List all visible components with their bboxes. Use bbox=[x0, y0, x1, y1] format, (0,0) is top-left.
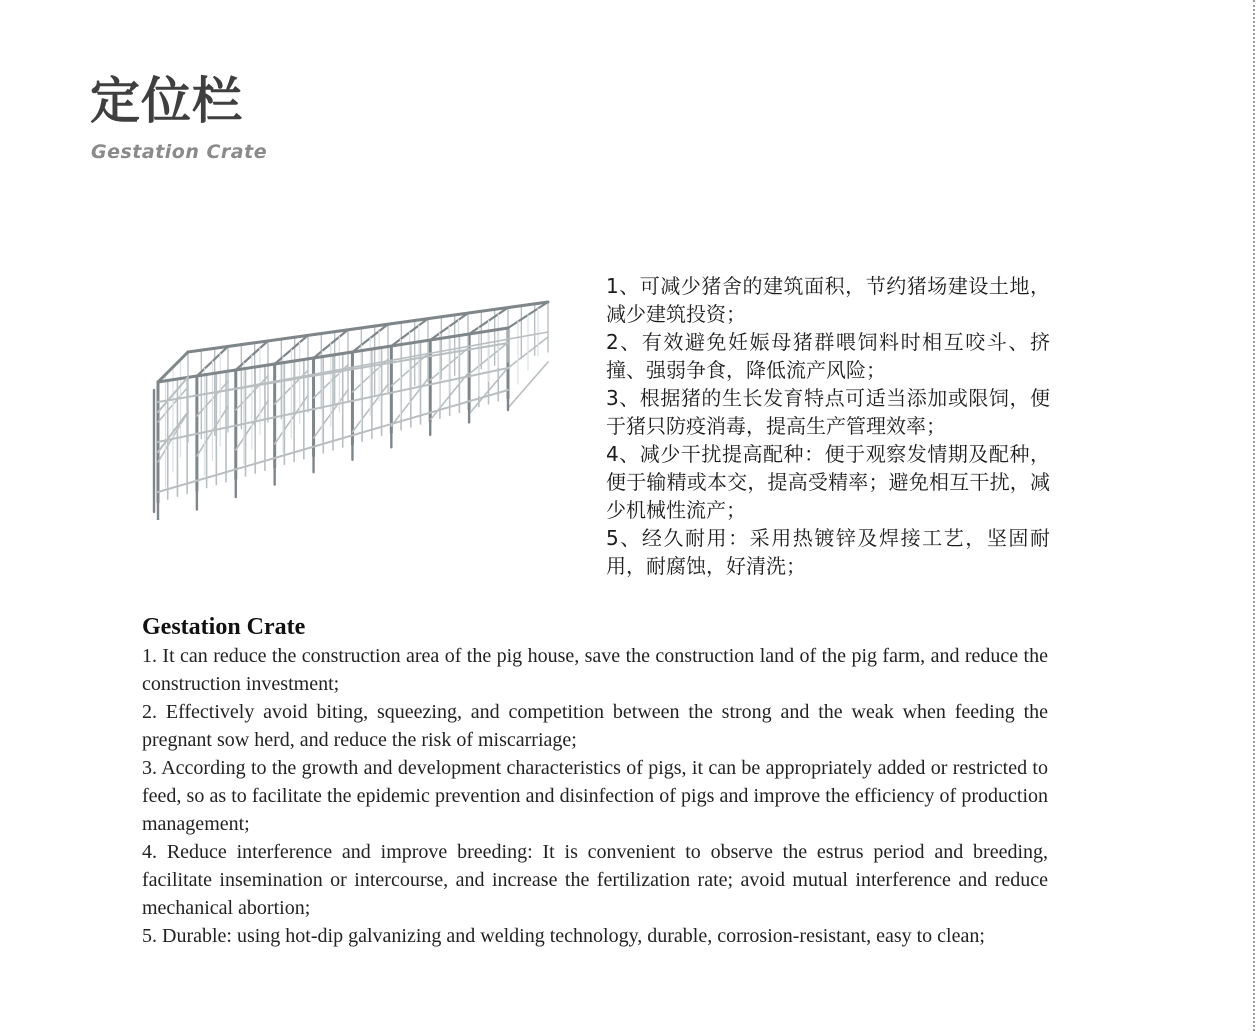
feature-item-cn: 3、根据猪的生长发育特点可适当添加或限饲，便于猪只防疫消毒，提高生产管理效率； bbox=[606, 386, 1050, 438]
feature-list-en bbox=[142, 642, 1048, 950]
page-subtitle: Gestation Crate bbox=[91, 141, 268, 163]
english-description bbox=[142, 612, 1048, 950]
crate-frame bbox=[154, 302, 548, 520]
feature-item-en: 5. Durable: using hot-dip galvanizing and welding technology, durable, corrosion-resistant, easy to clean; bbox=[142, 925, 985, 947]
page-edge-divider bbox=[1253, 0, 1255, 1031]
feature-item-en: 3. According to the growth and development characteristics of pigs, it can be appropriately added or restricted to feed, so as to facilitate the epidemic prevention and disinfection of pigs and improve the efficiency of production management; bbox=[142, 757, 1048, 835]
gestation-crate-photo bbox=[148, 290, 562, 520]
feature-item-cn: 1、可减少猪舍的建筑面积，节约猪场建设土地，减少建筑投资； bbox=[606, 274, 1050, 326]
english-heading: Gestation Crate bbox=[142, 614, 306, 640]
page-title: 定位栏 bbox=[90, 72, 243, 130]
feature-item-cn: 2、有效避免妊娠母猪群喂饲料时相互咬斗、挤撞、强弱争食，降低流产风险； bbox=[606, 330, 1050, 382]
feature-list-cn bbox=[606, 272, 1050, 580]
feature-item-en: 1. It can reduce the construction area of the pig house, save the construction land of the pig farm, and reduce the construction investment; bbox=[142, 645, 1048, 695]
feature-item-en: 2. Effectively avoid biting, squeezing, and competition between the strong and the weak when feeding the pregnant sow herd, and reduce the risk of miscarriage; bbox=[142, 701, 1048, 751]
feature-item-en: 4. Reduce interference and improve breeding: It is convenient to observe the estrus period and breeding, facilitate insemination or intercourse, and increase the fertilization rate; avoid mutual interference and reduce mechanical abortion; bbox=[142, 841, 1048, 919]
feature-item-cn: 4、减少干扰提高配种：便于观察发情期及配种，便于输精或本交，提高受精率；避免相互干扰，减少机械性流产； bbox=[606, 442, 1050, 522]
feature-item-cn: 5、经久耐用：采用热镀锌及焊接工艺，坚固耐用，耐腐蚀，好清洗； bbox=[606, 526, 1050, 578]
